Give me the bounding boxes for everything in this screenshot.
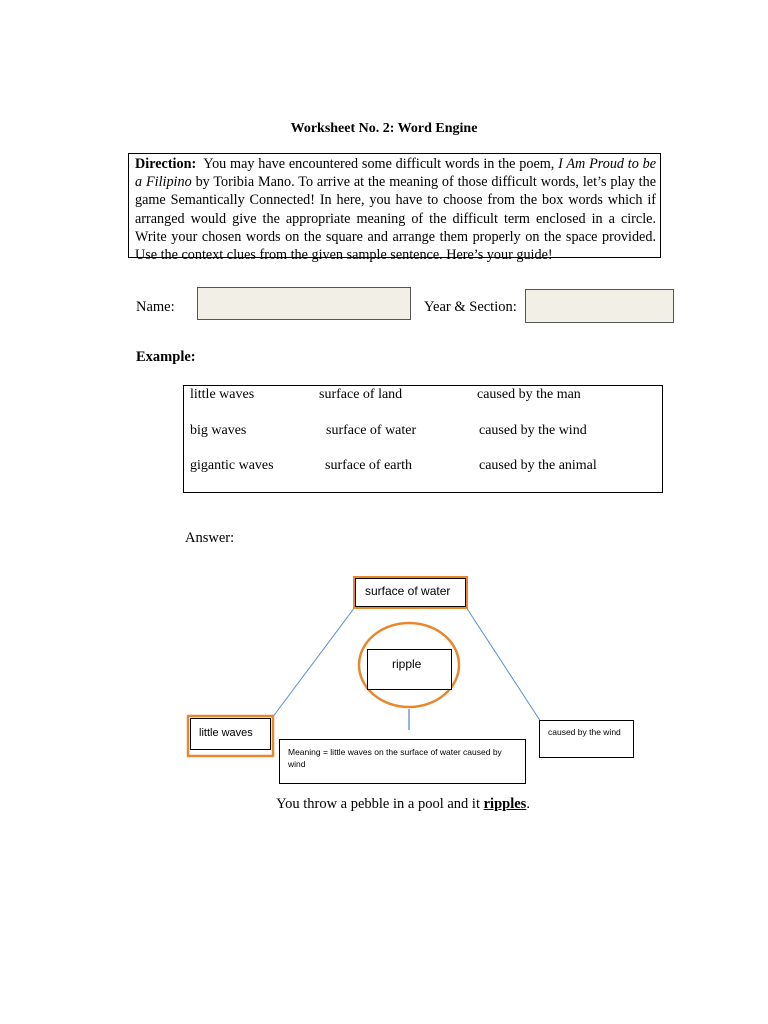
meaning-box[interactable]	[279, 739, 526, 784]
worksheet-title: Worksheet No. 2: Word Engine	[290, 121, 478, 136]
answer-label: Answer:	[185, 530, 235, 546]
section-label: Year & Section:	[424, 299, 517, 315]
direction-text-2: by Toribia Mano. To arrive at the meaning of those difficult words, let’s play the game Semantically Connected! In here, you have to choose from the box words which if arranged would give the appropriate meaning of the difficult term enclosed in a circle. Write your chosen words on the square and arrange them properly on the space provided. Use the context clues from the given sample sentence. Here’s your guide!	[135, 174, 656, 264]
top-answer-text: surface of water	[365, 584, 451, 598]
right-answer-text: caused by the wind	[548, 727, 621, 737]
word-cell: little waves	[190, 387, 255, 402]
center-term-box[interactable]	[367, 649, 452, 690]
word-cell: caused by the man	[477, 387, 581, 402]
center-term-text: ripple	[392, 657, 422, 671]
right-answer-box[interactable]	[539, 720, 634, 758]
meaning-text: Meaning = little waves on the surface of water caused by wind	[288, 747, 502, 769]
name-label: Name:	[136, 299, 175, 315]
example-label: Example:	[136, 349, 196, 365]
word-cell: surface of water	[326, 423, 417, 438]
word-cell: surface of earth	[325, 458, 413, 473]
poem-title: I Am Proud to be a Filipino	[135, 156, 656, 191]
connector-line-right	[466, 607, 541, 722]
direction-text-1: You may have encountered some difficult words in the poem,	[203, 156, 555, 172]
word-cell: gigantic waves	[190, 458, 274, 473]
sentence-before: You throw a pebble in a pool and it	[276, 796, 484, 812]
word-cell: surface of land	[319, 387, 403, 402]
sentence-keyword: ripples	[483, 796, 527, 812]
direction-label: Direction:	[135, 156, 197, 172]
word-cell: caused by the animal	[479, 458, 597, 473]
left-answer-text: little waves	[199, 727, 253, 739]
sentence-after: .	[526, 796, 530, 812]
top-answer-box[interactable]	[353, 576, 468, 609]
connector-line-left	[272, 607, 355, 718]
left-answer-box[interactable]	[190, 718, 271, 750]
sample-sentence	[0, 796, 768, 813]
word-cell: caused by the wind	[479, 423, 587, 438]
word-cell: big waves	[190, 423, 247, 438]
